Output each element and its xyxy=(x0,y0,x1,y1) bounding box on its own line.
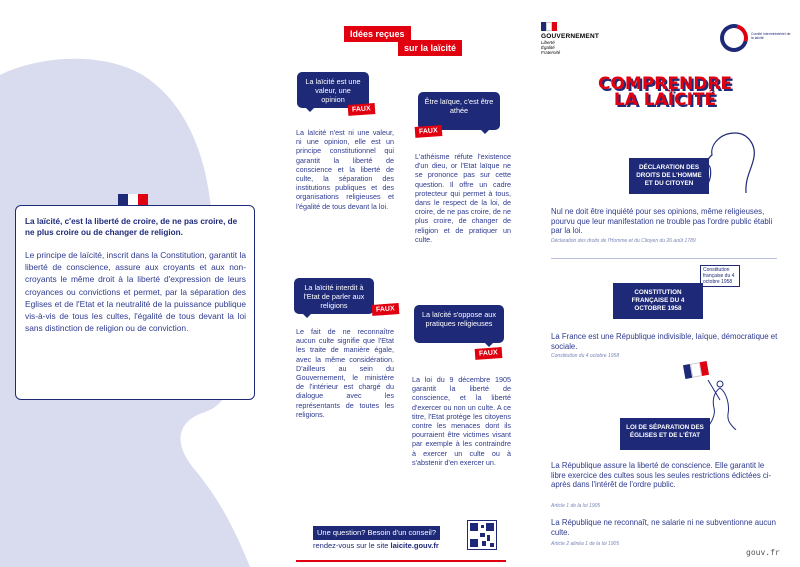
speech-bubble-myth-4: La laïcité s'oppose aux pratiques religieuses xyxy=(414,305,504,343)
title-line1: COMPRENDRE xyxy=(597,74,733,94)
cil-logo-text: Comité interministériel de la laïcité xyxy=(751,32,791,40)
visit-prefix: rendez-vous sur le site xyxy=(313,541,391,550)
ddhc-source: Déclaration des droits de l'Homme et du Citoyen du 26 août 1789 xyxy=(551,238,696,244)
marianne-icon xyxy=(541,22,557,31)
watermark: gouv.fr xyxy=(746,548,780,557)
myth-answer-1: La laïcité n'est ni une valeur, ni une opinion, elle est un principe constitutionnel qui garantit la liberté de conscience et la liberté de culte, la séparation des institutions publiques et des organisations religieuses et l'égalité de tous devant la loi. xyxy=(296,128,394,211)
section-header-line2: sur la laïcité xyxy=(398,40,462,56)
constitution-band: CONSTITUTION FRANÇAISE DU 4 OCTOBRE 1958 xyxy=(613,283,703,319)
faux-badge-4: FAUX xyxy=(475,347,502,360)
law-1905-quote-2: La République ne reconnaît, ne salarie ni ne subventionne aucun culte. xyxy=(551,518,776,537)
faux-badge-2: FAUX xyxy=(415,125,442,138)
ddhc-band: DÉCLARATION DES DROITS DE L'HOMME ET DU CITOYEN xyxy=(629,158,709,194)
myth-answer-4: La loi du 9 décembre 1905 garantit la liberté de conscience, et la liberté d'exercer ou non un culte. A ce titre, l'Etat protège les citoyens contre les menaces dont ils pourraient être victimes visant par exemple à les contraindre à exercer un culte ou à s'abstenir d'en exercer un. xyxy=(412,375,511,467)
constitution-quote: La France est une République indivisible, laïque, démocratique et sociale. xyxy=(551,332,778,351)
definition-body: Le principe de laïcité, inscrit dans la Constitution, garantit la liberté de conscience, assure aux croyants et aux non-croyants le même droit à la liberté d'expression de leurs croyances ou convictions et permet, par la séparation des Eglises et de l'Etat et la neutralité de la puissance publique vis-à-vis de tous les cultes, l'égalité de tous devant la loi sans distinction de religion ou de conviction. xyxy=(25,250,246,334)
government-logo xyxy=(541,22,599,55)
visit-line xyxy=(313,541,439,551)
law-1905-source: Article 1 de la loi 1905 xyxy=(551,503,601,509)
law-1905-source-2: Article 2 alinéa 1 de la loi 1905 xyxy=(551,541,620,547)
laicite-definition-card xyxy=(15,205,255,400)
page-title xyxy=(590,76,740,108)
constitution-document: Constitution française du 4 octobre 1958 xyxy=(700,265,740,287)
question-banner: Une question? Besoin d'un conseil? xyxy=(313,526,440,540)
faux-badge-1: FAUX xyxy=(348,103,375,116)
website-link[interactable]: laicite.gouv.fr xyxy=(390,541,439,550)
constitution-source: Constitution du 4 octobre 1958 xyxy=(551,353,620,359)
ddhc-quote: Nul ne doit être inquiété pour ses opinions, même religieuses, pourvu que leur manifestation ne trouble pas l'ordre public établi par la loi. xyxy=(551,207,773,236)
qr-code-icon[interactable] xyxy=(467,520,497,550)
government-title: GOUVERNEMENT xyxy=(541,33,600,40)
speech-bubble-myth-3: La laïcité interdit à l'Etat de parler aux religions xyxy=(294,278,374,314)
myth-answer-3: Le fait de ne reconnaître aucun culte signifie que l'Etat les traite de manière égale, avec la même considération. D'ailleurs au sein du Gouvernement, le ministère de l'intérieur est chargé du dialogue avec les représentants de toutes les religions. xyxy=(296,327,394,419)
section-header-line1: Idées reçues xyxy=(344,26,411,42)
cil-logo-icon xyxy=(715,19,753,57)
law-1905-quote: La République assure la liberté de conscience. Elle garantit le libre exercice des cultes sous les seules restrictions édictées ci-après dans l'intérêt de l'ordre public. xyxy=(551,461,772,490)
myth-answer-2: L'athéisme réfute l'existence d'un dieu, or l'Etat laïque ne se prononce pas sur cette question. Il offre un cadre protecteur qui permet à tous, dans le respect de la loi, de croire, de ne pas croire, de ne plus croire, de changer de religion et de pratiquer un culte. xyxy=(415,152,511,244)
government-motto: Liberté Égalité Fraternité xyxy=(541,40,561,55)
footer-rule xyxy=(296,560,506,562)
faux-badge-3: FAUX xyxy=(372,303,399,316)
separator-1 xyxy=(551,258,777,259)
separation-law-band: LOI DE SÉPARATION DES ÉGLISES ET DE L'ÉTAT xyxy=(620,418,710,450)
speech-bubble-myth-1: La laïcité est une valeur, une opinion xyxy=(297,72,369,108)
title-line2: LA LAÏCITÉ xyxy=(613,90,717,110)
speech-bubble-myth-2: Être laïque, c'est être athée xyxy=(418,92,500,130)
definition-lead: La laïcité, c'est la liberté de croire, de ne pas croire, de ne plus croire ou de changer de religion. xyxy=(25,217,238,237)
